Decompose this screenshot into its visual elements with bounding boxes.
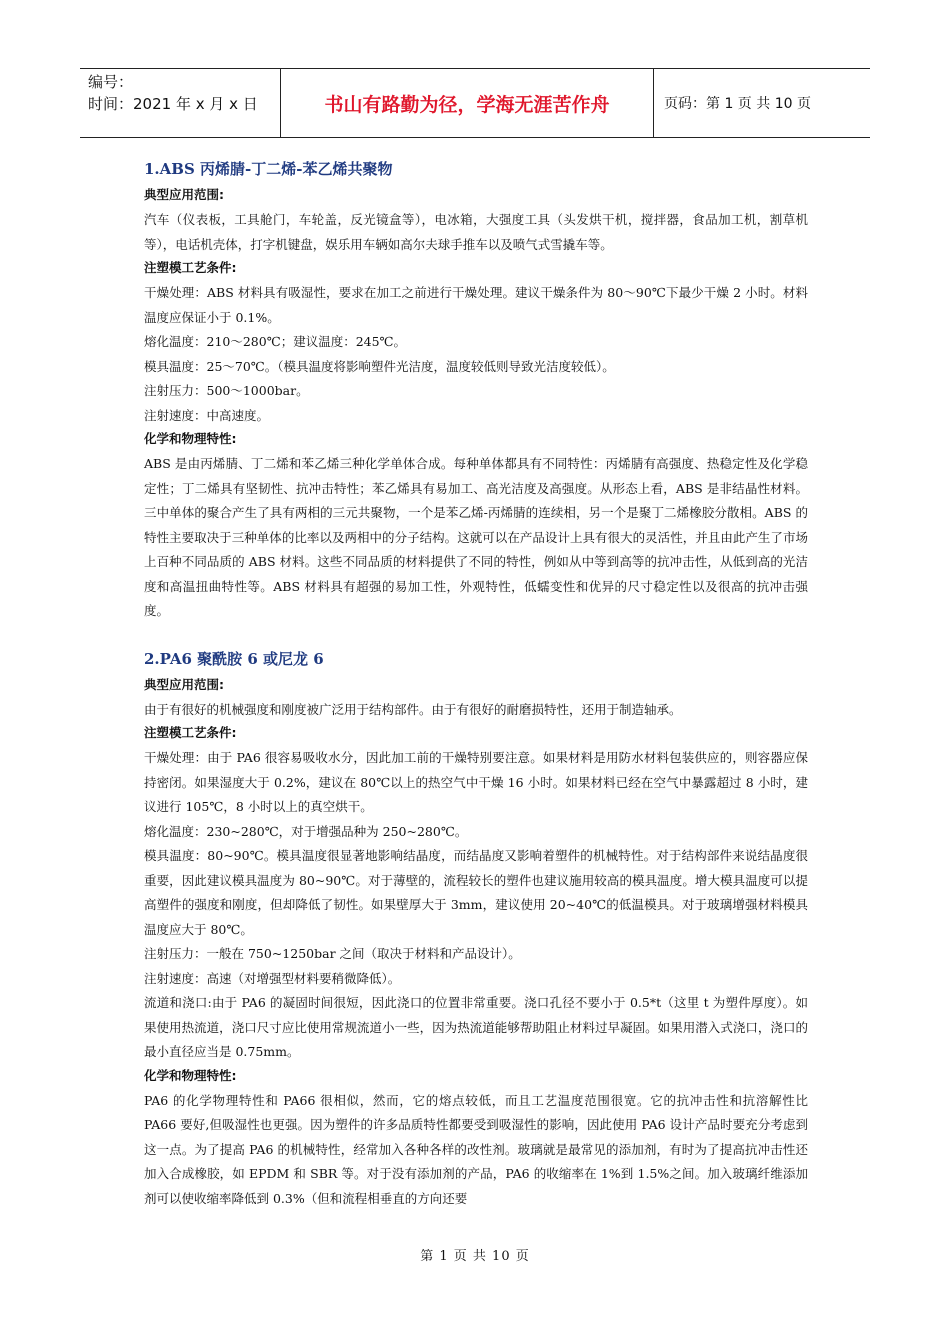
application-heading: 典型应用范围: xyxy=(144,676,224,692)
section-title: 1.ABS 丙烯腈-丁二烯-苯乙烯共聚物 xyxy=(144,160,393,178)
process-drying: 干燥处理：ABS 材料具有吸湿性，要求在加工之前进行干燥处理。建议干燥条件为 80～90℃下最少干燥 2 小时。材料温度应保证小于 0.1%。 xyxy=(144,285,808,325)
process-drying: 干燥处理：由于 PA6 很容易吸收水分，因此加工前的干燥特别要注意。如果材料是用防水材料包装供应的，则容器应保持密闭。如果湿度大于 0.2%，建议在 80℃以上的热空气中干燥 16 小时。如果材料已经在空气中暴露超过 8 小时，建议进行 105℃，8 小时以上的真空烘干。 xyxy=(144,750,808,814)
application-text: 由于有很好的机械强度和刚度被广泛用于结构部件。由于有很好的耐磨损特性，还用于制造轴承。 xyxy=(144,701,682,717)
process-injection-pressure: 注射压力：500～1000bar。 xyxy=(144,383,309,398)
process-mold-temp: 模具温度：25～70℃。（模具温度将影响塑件光洁度，温度较低则导致光洁度较低）。 xyxy=(144,358,615,374)
section-pa6 xyxy=(144,648,808,1212)
header-page-info: 页码：第 1 页 共 10 页 xyxy=(664,96,811,112)
process-heading: 注塑模工艺条件: xyxy=(144,725,237,740)
page-footer: 第 1 页 共 10 页 xyxy=(420,1249,530,1264)
process-injection-speed: 注射速度：高速（对增强型材料要稍微降低）。 xyxy=(144,970,401,986)
process-runner-gate: 流道和浇口:由于 PA6 的凝固时间很短，因此浇口的位置非常重要。浇口孔径不要小于 0.5*t（这里 t 为塑件厚度）。如果使用热流道，浇口尺寸应比使用常规流道小一些，因为热流道能够帮助阻止材料过早凝固。如果用潜入式浇口，浇口的最小直径应当是 0.75mm。 xyxy=(144,995,808,1059)
document-body xyxy=(144,158,808,1211)
properties-heading: 化学和物理特性: xyxy=(144,1067,237,1083)
application-text: 汽车（仪表板，工具舱门，车轮盖，反光镜盒等），电冰箱，大强度工具（头发烘干机，搅拌器，食品加工机，割草机等），电话机壳体，打字机键盘，娱乐用车辆如高尔夫球手推车以及喷气式雪撬车等。 xyxy=(144,212,808,252)
process-mold-temp: 模具温度：80~90℃。模具温度很显著地影响结晶度，而结晶度又影响着塑件的机械特性。对于结构部件来说结晶度很重要，因此建议模具温度为 80~90℃。对于薄壁的，流程较长的塑件也建议施用较高的模具温度。增大模具温度可以提高塑件的强度和刚度，但却降低了韧性。如果壁厚大于 3mm，建议使用 20~40℃的低温模具。对于玻璃增强材料模具温度应大于 80℃。 xyxy=(144,848,808,937)
properties-heading: 化学和物理特性: xyxy=(144,431,237,446)
process-injection-pressure: 注射压力：一般在 750~1250bar 之间（取决于材料和产品设计）。 xyxy=(144,946,521,961)
properties-text: PA6 的化学物理特性和 PA66 很相似，然而，它的熔点较低，而且工艺温度范围很宽。它的抗冲击性和抗溶解性比 PA66 要好,但吸湿性也更强。因为塑件的许多品质特性都要受到吸湿性的影响，因此使用 PA6 设计产品时要充分考虑到这一点。为了提高 PA6 的机械特性，经常加入各种各样的改性剂。玻璃就是最常见的添加剂，有时为了提高抗冲击性还加入合成橡胶，如 EPDM 和 SBR 等。对于没有添加剂的产品，PA6 的收缩率在 1%到 1.5%之间。加入玻璃纤维添加剂可以使收缩率降低到 0.3%（但和流程相垂直的方向还要 xyxy=(144,1092,808,1206)
process-melt-temp: 熔化温度：210～280℃；建议温度：245℃。 xyxy=(144,334,407,349)
application-heading: 典型应用范围: xyxy=(144,187,224,202)
document-number-label: 编号： xyxy=(88,73,134,91)
properties-text: ABS 是由丙烯腈、丁二烯和苯乙烯三种化学单体合成。每种单体都具有不同特性：丙烯腈有高强度、热稳定性及化学稳定性；丁二烯具有坚韧性、抗冲击特性；苯乙烯具有易加工、高光洁度及高强度。从形态上看，ABS 是非结晶性材料。三中单体的聚合产生了具有两相的三元共聚物，一个是苯乙烯-丙烯腈的连续相，另一个是聚丁二烯橡胶分散相。ABS 的特性主要取决于三种单体的比率以及两相中的分子结构。这就可以在产品设计上具有很大的灵活性，并且由此产生了市场上百种不同品质的 ABS 材料。这些不同品质的材料提供了不同的特性，例如从中等到高等的抗冲击性，从低到高的光洁度和高温扭曲特性等。ABS 材料具有超强的易加工性，外观特性，低蠕变性和优异的尺寸稳定性以及很高的抗冲击强度。 xyxy=(144,456,808,618)
process-heading: 注塑模工艺条件: xyxy=(144,260,237,275)
document-date: 时间：2021 年 x 月 x 日 xyxy=(88,95,258,113)
page-header xyxy=(80,68,870,138)
section-abs xyxy=(144,158,808,624)
process-melt-temp: 熔化温度：230~280℃，对于增强品种为 250~280℃。 xyxy=(144,823,468,839)
header-meta xyxy=(80,69,280,137)
process-injection-speed: 注射速度：中高速度。 xyxy=(144,407,270,423)
section-title: 2.PA6 聚酰胺 6 或尼龙 6 xyxy=(144,649,324,668)
header-motto: 书山有路勤为径，学海无涯苦作舟 xyxy=(280,69,654,137)
